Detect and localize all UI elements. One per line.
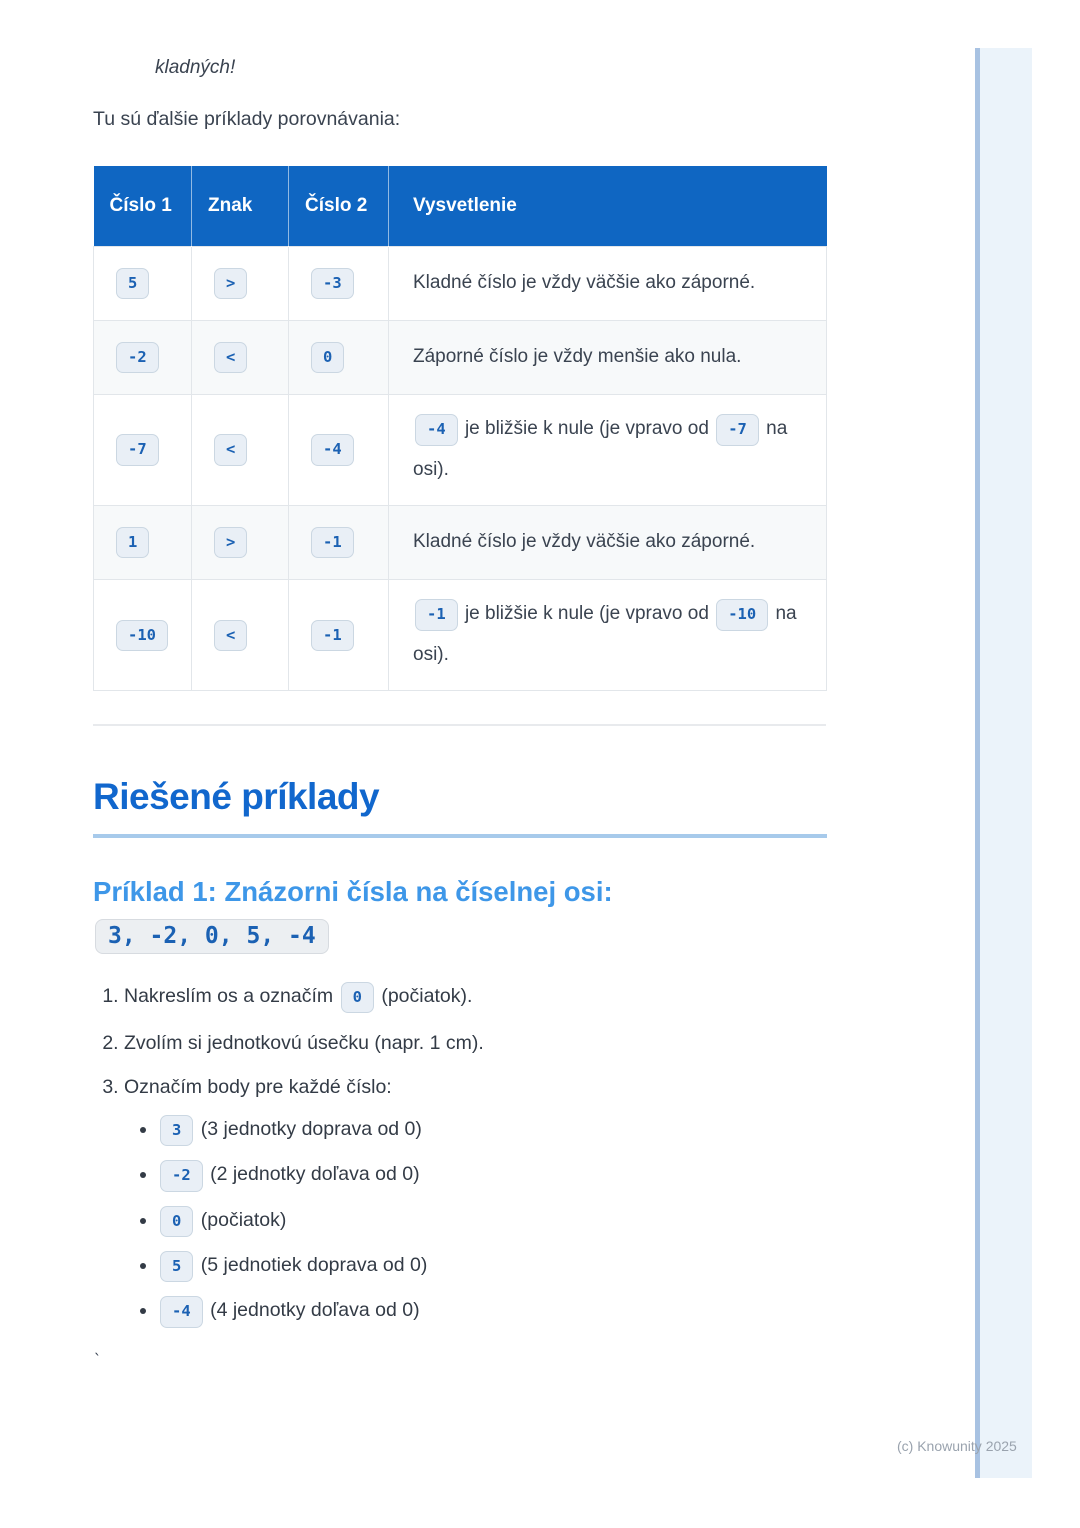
stray-backtick: ` <box>93 1350 103 1369</box>
explanation-cell: -4 je bližšie k nule (je vpravo od -7 na osi). <box>389 395 827 506</box>
inline-code-chip: -3 <box>311 268 354 299</box>
column-header: Číslo 1 <box>94 166 192 246</box>
explanation-cell: -1 je bližšie k nule (je vpravo od -10 na osi). <box>389 580 827 691</box>
num2-cell <box>289 505 389 579</box>
num2-cell <box>289 320 389 394</box>
inline-code-chip: -1 <box>311 620 354 651</box>
table-row <box>94 320 827 394</box>
sign-cell <box>192 505 289 579</box>
num1-cell <box>94 395 192 506</box>
inline-code-chip: < <box>214 434 247 465</box>
explanation-cell: Kladné číslo je vždy väčšie ako záporné. <box>389 246 827 320</box>
inline-code-chip: > <box>214 527 247 558</box>
inline-code-chip: < <box>214 342 247 373</box>
column-header: Vysvetlenie <box>389 166 827 246</box>
num2-cell <box>289 580 389 691</box>
inline-code-chip: 5 <box>160 1251 193 1282</box>
num1-cell <box>94 580 192 691</box>
inline-code-chip: -4 <box>415 414 458 445</box>
inline-code-chip: -7 <box>716 414 759 445</box>
point-item: • 5 (5 jednotiek doprava od 0) <box>158 1251 827 1282</box>
sign-cell <box>192 246 289 320</box>
section-title: Riešené príklady <box>93 776 380 818</box>
table-row <box>94 505 827 579</box>
inline-code-chip: -1 <box>415 599 458 630</box>
inline-code-chip: < <box>214 620 247 651</box>
comparison-table-header-row <box>94 166 827 246</box>
inline-code-chip: -10 <box>116 620 168 651</box>
inline-code-chip: > <box>214 268 247 299</box>
step-item: 1. Nakreslím os a označím 0 (počiatok). <box>124 982 827 1013</box>
document-content <box>93 0 827 1369</box>
steps-list <box>93 982 827 1328</box>
section-divider <box>93 724 826 726</box>
point-item: • -2 (2 jednotky doľava od 0) <box>158 1160 827 1191</box>
inline-code-chip: -1 <box>311 527 354 558</box>
inline-code-chip: -4 <box>311 434 354 465</box>
point-item: • -4 (4 jednotky doľava od 0) <box>158 1296 827 1327</box>
inline-code-chip: -2 <box>160 1160 203 1191</box>
inline-code-chip: 5 <box>116 268 149 299</box>
table-row <box>94 246 827 320</box>
num2-cell <box>289 246 389 320</box>
inline-code-chip: 0 <box>160 1206 193 1237</box>
prelude-italic-text: kladných! <box>155 57 236 78</box>
explanation-cell: Záporné číslo je vždy menšie ako nula. <box>389 320 827 394</box>
step-item: 2. Zvolím si jednotkovú úsečku (napr. 1 cm). <box>124 1029 827 1057</box>
column-header: Znak <box>192 166 289 246</box>
num1-cell <box>94 246 192 320</box>
sign-cell <box>192 395 289 506</box>
inline-code-chip: 1 <box>116 527 149 558</box>
inline-code-chip: 3, -2, 0, 5, -4 <box>95 919 329 954</box>
sign-cell <box>192 320 289 394</box>
step-item: 3. Označím body pre každé číslo: • 3 (3 jednotky doprava od 0) • -2 (2 jednotky doľava od 0) • 0 (počiatok) • 5 (5 jednotiek doprava od 0) • -4 (4 jednotky doľava od 0) <box>124 1073 827 1327</box>
num1-cell <box>94 505 192 579</box>
right-scroll-panel[interactable] <box>980 48 1032 1478</box>
footer-credit: (c) Knowunity 2025 <box>897 1438 1017 1454</box>
inline-code-chip: 0 <box>341 982 374 1013</box>
inline-code-chip: -2 <box>116 342 159 373</box>
explanation-cell: Kladné číslo je vždy väčšie ako záporné. <box>389 505 827 579</box>
inline-code-chip: -10 <box>716 599 768 630</box>
inline-code-chip: -7 <box>116 434 159 465</box>
inline-code-chip: 3 <box>160 1115 193 1146</box>
num2-cell <box>289 395 389 506</box>
table-row <box>94 395 827 506</box>
comparison-table <box>93 166 827 691</box>
intro-text: Tu sú ďalšie príklady porovnávania: <box>93 108 401 130</box>
example-heading: Príklad 1: Znázorni čísla na číselnej osi: 3, -2, 0, 5, -4 <box>93 871 827 956</box>
point-item: • 0 (počiatok) <box>158 1206 827 1237</box>
points-list <box>124 1115 827 1328</box>
right-scroll-line <box>975 48 980 1478</box>
column-header: Číslo 2 <box>289 166 389 246</box>
num1-cell <box>94 320 192 394</box>
inline-code-chip: 0 <box>311 342 344 373</box>
comparison-table-body <box>94 246 827 691</box>
sign-cell <box>192 580 289 691</box>
inline-code-chip: -4 <box>160 1296 203 1327</box>
point-item: • 3 (3 jednotky doprava od 0) <box>158 1115 827 1146</box>
section-title-underline <box>93 834 827 838</box>
table-row <box>94 580 827 691</box>
